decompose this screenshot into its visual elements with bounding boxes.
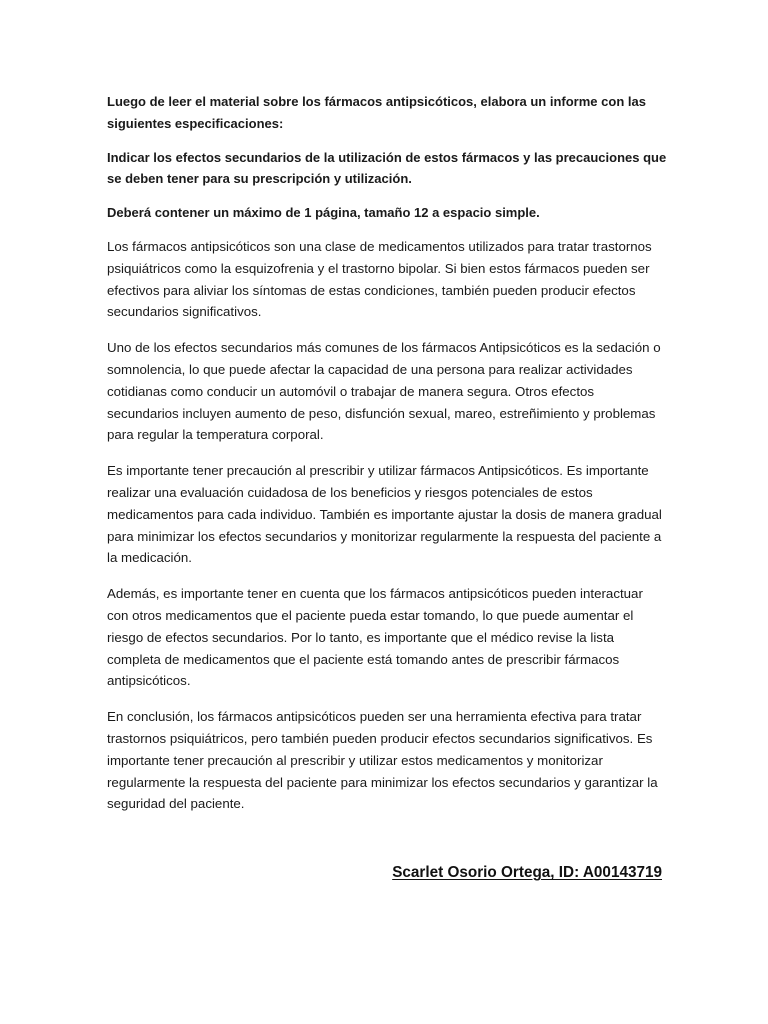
paragraph-side-effects: Uno de los efectos secundarios más comunes de los fármacos Antipsicóticos es la sedación o somnolencia, lo que puede afectar la capacidad de una persona para realizar actividades cotidianas como conducir un automóvil o trabajar de manera segura. Otros efectos secundarios incluyen aumento de peso, disfunción sexual, mareo, estreñimiento y problemas para regular la temperatura corporal. xyxy=(107,340,661,443)
paragraph-precautions: Es importante tener precaución al prescribir y utilizar fármacos Antipsicóticos. Es importante realizar una evaluación cuidadosa de los beneficios y riesgos potenciales de estos medicamentos para cada individuo. También es importante ajustar la dosis de manera gradual para minimizar los efectos secundarios y monitorizar regularmente la respuesta del paciente a la medicación. xyxy=(107,463,662,566)
instruction-task: Indicar los efectos secundarios de la utilización de estos fármacos y las precauciones que se deben tener para su prescripción y utilización. xyxy=(107,149,667,187)
instruction-intro: Luego de leer el material sobre los fármacos antipsicóticos, elabora un informe con las siguientes especificaciones: xyxy=(107,94,646,131)
paragraph-introduction: Los fármacos antipsicóticos son una clase de medicamentos utilizados para tratar trastornos psiquiátricos como la esquizofrenia y el trastorno bipolar. Si bien estos fármacos pueden ser efectivos para aliviar los síntomas de estas condiciones, también pueden producir efectos secundarios significativos. xyxy=(107,238,652,320)
paragraph-conclusion: En conclusión, los fármacos antipsicóticos pueden ser una herramienta efectiva para tratar trastornos psiquiátricos, pero también pueden producir efectos secundarios significativos. Es importante tener precaución al prescribir y utilizar estos medicamentos y monitorizar regularmente la respuesta del paciente para minimizar los efectos secundarios y garantizar la seguridad del paciente. xyxy=(107,709,658,812)
paragraph-interactions: Además, es importante tener en cuenta que los fármacos antipsicóticos pueden interactuar con otros medicamentos que el paciente pueda estar tomando, lo que puede aumentar el riesgo de efectos secundarios. Por lo tanto, es importante que el médico revise la lista completa de medicamentos que el paciente está tomando antes de prescribir fármacos antipsicóticos. xyxy=(107,586,643,689)
document-body xyxy=(107,91,667,829)
instruction-format: Deberá contener un máximo de 1 página, tamaño 12 a espacio simple. xyxy=(107,205,540,221)
author-signature: Scarlet Osorio Ortega, ID: A00143719 xyxy=(392,864,662,881)
